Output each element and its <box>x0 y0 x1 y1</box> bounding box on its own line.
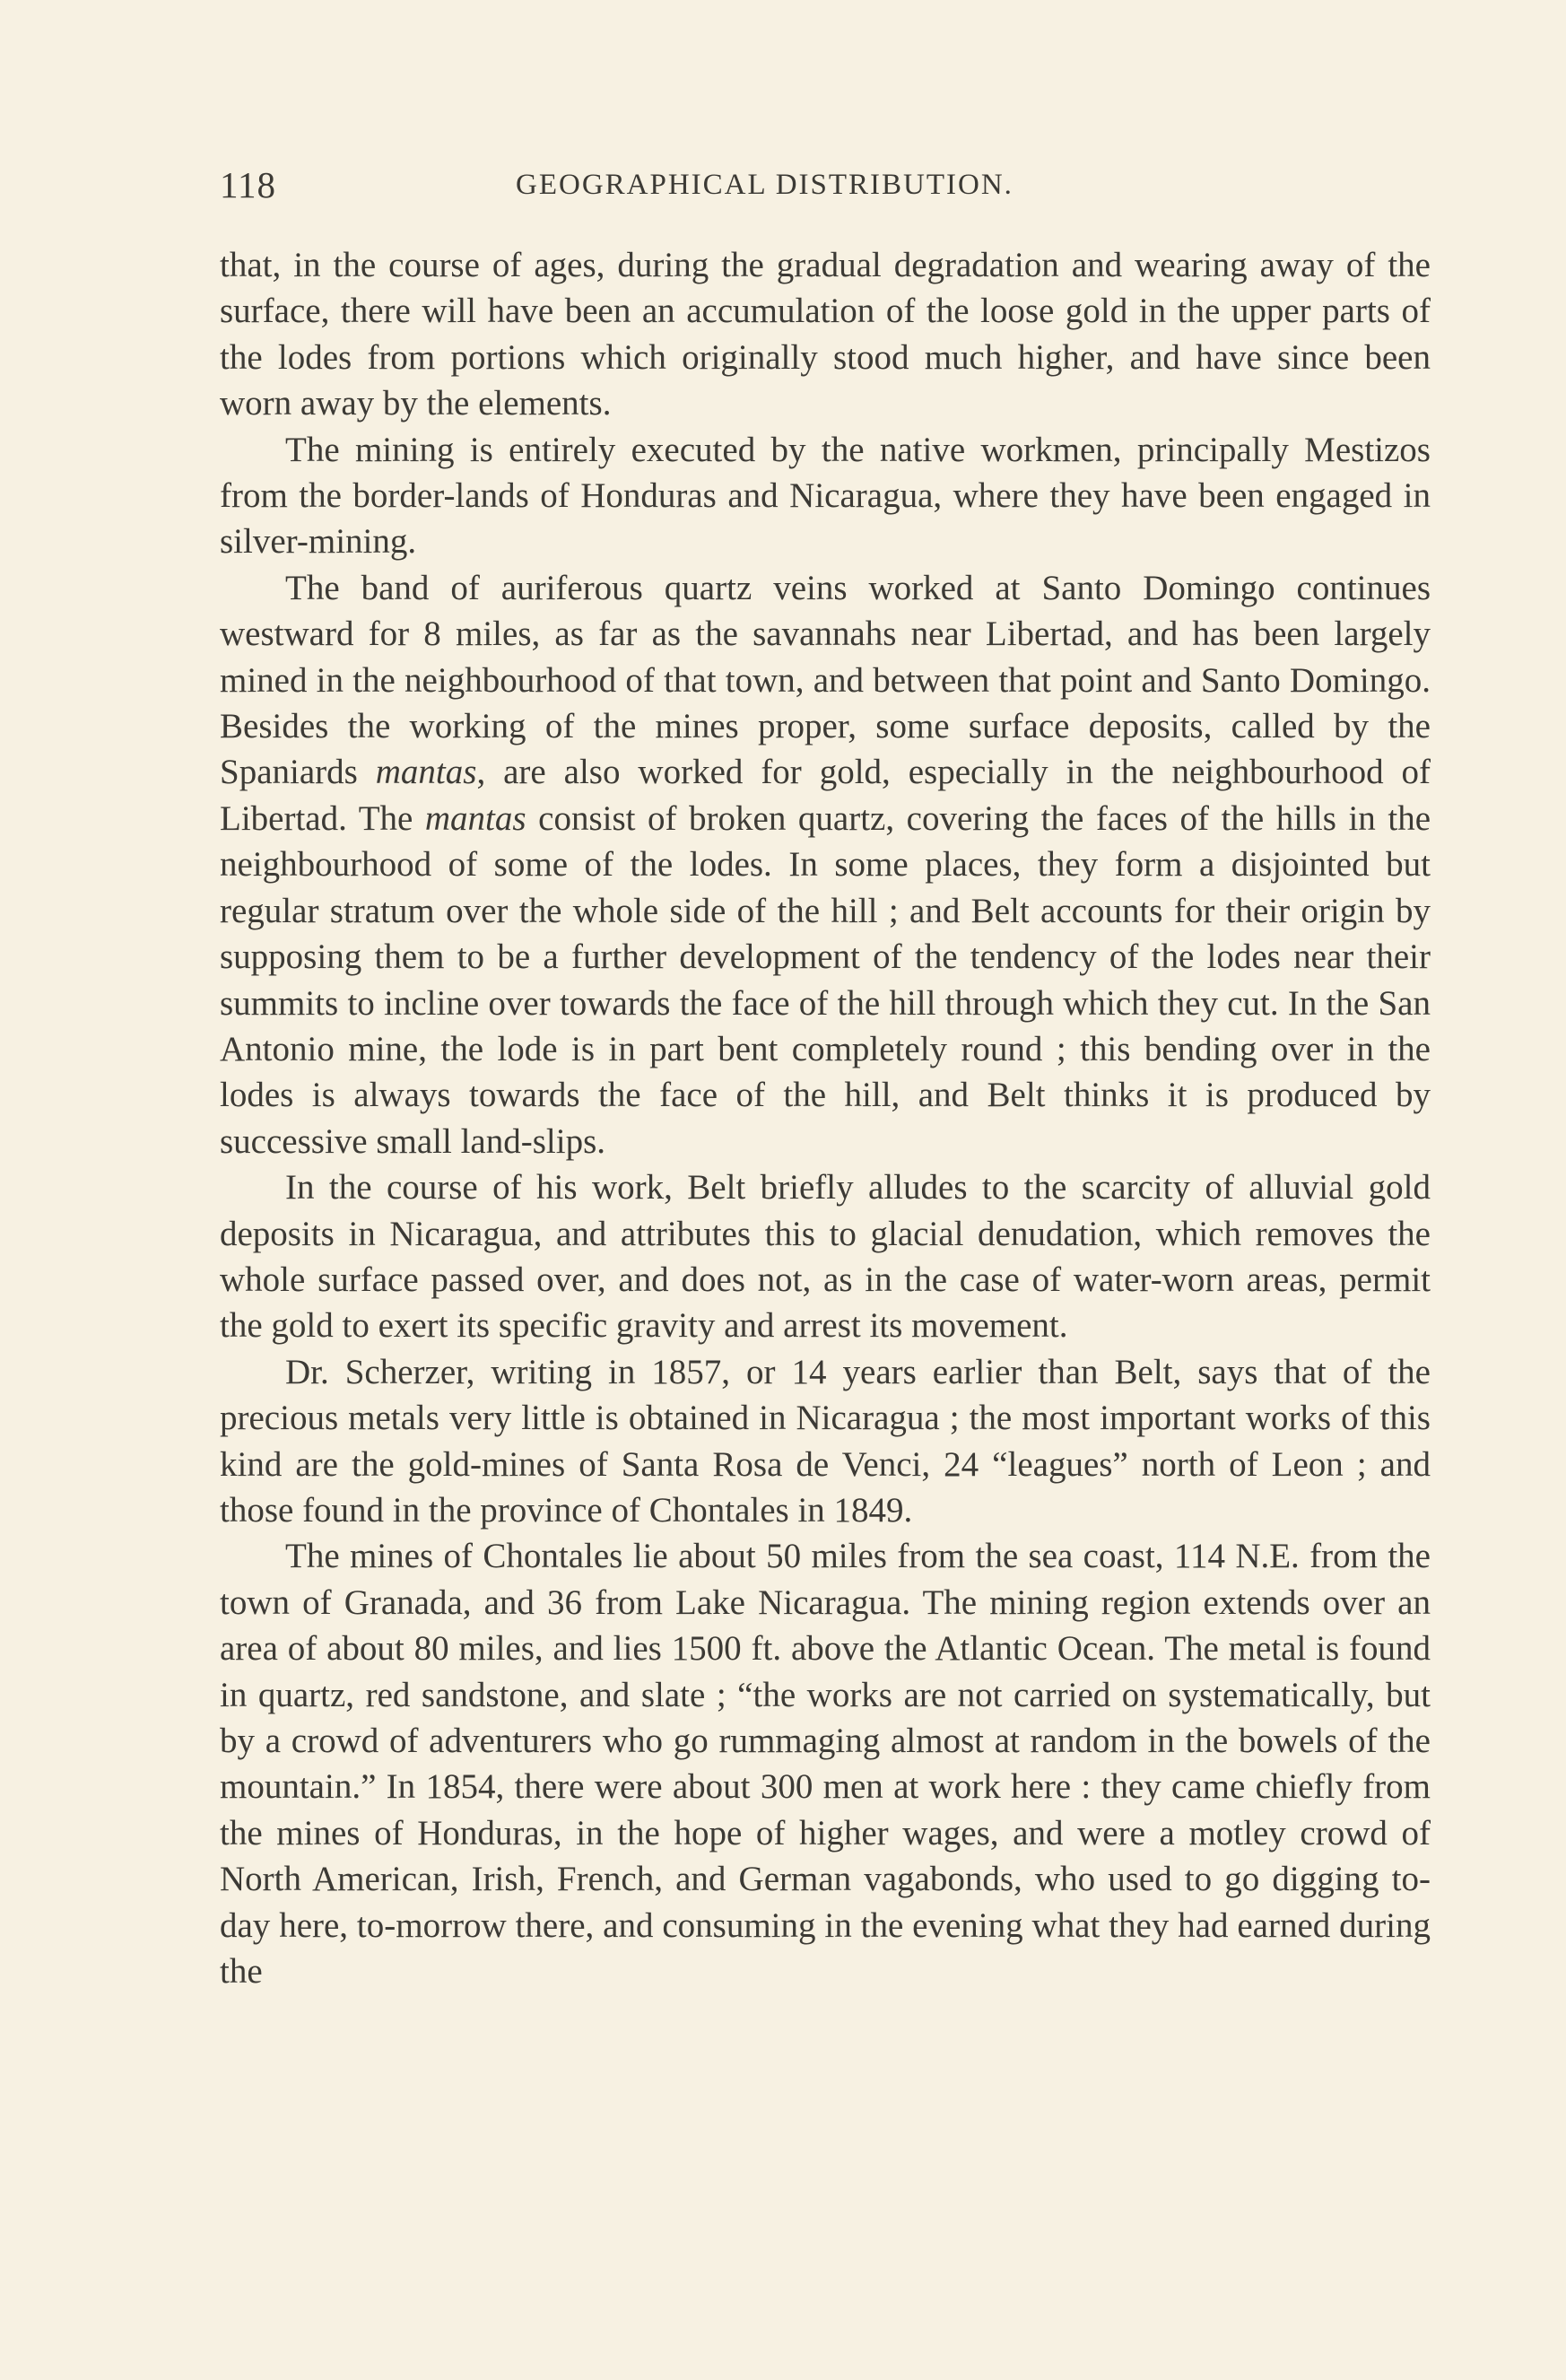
paragraph-text-segment: consist of broken quartz, covering the faces of the hills in the neighbourhood of some of the lodes. In some places, they form a disjointed but regular stratum over the whole side of the hill ; and Belt accounts for their origin by supposing them to be a further development of the tendency of the lodes near their summits to incline over towards the face of the hill through which they cut. In the San Antonio mine, the lode is in part bent completely round ; this bending over in the lodes is always towards the face of the hill, and Belt thinks it is produced by successive small land-slips. <box>220 798 1431 1161</box>
paragraph-chontales-mines: The mines of Chontales lie about 50 miles from the sea coast, 114 N.E. from the town of Granada, and 36 from Lake Nicaragua. The mining region extends over an area of about 80 miles, and lies 1500 ft. above the Atlantic Ocean. The metal is found in quartz, red sandstone, and slate ; “the works are not carried on systematically, but by a crowd of adventurers who go rummaging almost at random in the bowels of the mountain.” In 1854, there were about 300 men at work here : they came chiefly from the mines of Honduras, in the hope of higher wages, and were a motley crowd of North American, Irish, French, and German vagabonds, who used to go digging to-day here, to-morrow there, and consuming in the evening what they had earned during the <box>220 1537 1431 1992</box>
page-number: 118 <box>220 164 276 205</box>
paragraph-alluvial-gold: In the course of his work, Belt briefly alludes to the scarcity of alluvial gold deposits in Nicaragua, and attributes this to glacial denudation, which removes the whole surface passed over, and does not, as in the case of water-worn areas, permit the gold to exert its specific gravity and arrest its movement. <box>220 1168 1431 1346</box>
paragraph-text-segment: , are also worked for gold, especially in the neighbourhood of Libertad. The <box>220 753 1431 838</box>
paragraph-text-segment: The band of auriferous quartz veins worked at Santo Domingo continues westward for 8 miles, as far as the savannahs near Libertad, and has been largely mined in the neighbourhood of that town, and between that point and Santo Domingo. Besides the working of the mines proper, some surface deposits, called by the Spaniards <box>220 568 1431 792</box>
italic-term-mantas: mantas <box>375 753 477 792</box>
paragraph-mining-workmen: The mining is entirely executed by the native workmen, principally Mestizos from the border-lands of Honduras and Nicaragua, where they have been engaged in silver-mining. <box>220 430 1431 562</box>
text-body <box>220 242 1431 1994</box>
running-title: GEOGRAPHICAL DISTRIBUTION. <box>516 169 1014 201</box>
italic-term-mantas: mantas <box>424 798 526 838</box>
paragraph-continuation: that, in the course of ages, during the gradual degradation and wearing away of the surface, there will have been an accumulation of the loose gold in the upper parts of the lodes from portions which originally stood much higher, and have since been worn away by the elements. <box>220 246 1431 423</box>
paragraph-quartz-veins <box>220 565 1431 1164</box>
paragraph-scherzer: Dr. Scherzer, writing in 1857, or 14 years earlier than Belt, says that of the precious metals very little is obtained in Nicaragua ; the most important works of this kind are the gold-mines of Santa Rosa de Venci, 24 “leagues” north of Leon ; and those found in the province of Chontales in 1849. <box>220 1352 1431 1530</box>
running-head <box>220 163 1431 208</box>
